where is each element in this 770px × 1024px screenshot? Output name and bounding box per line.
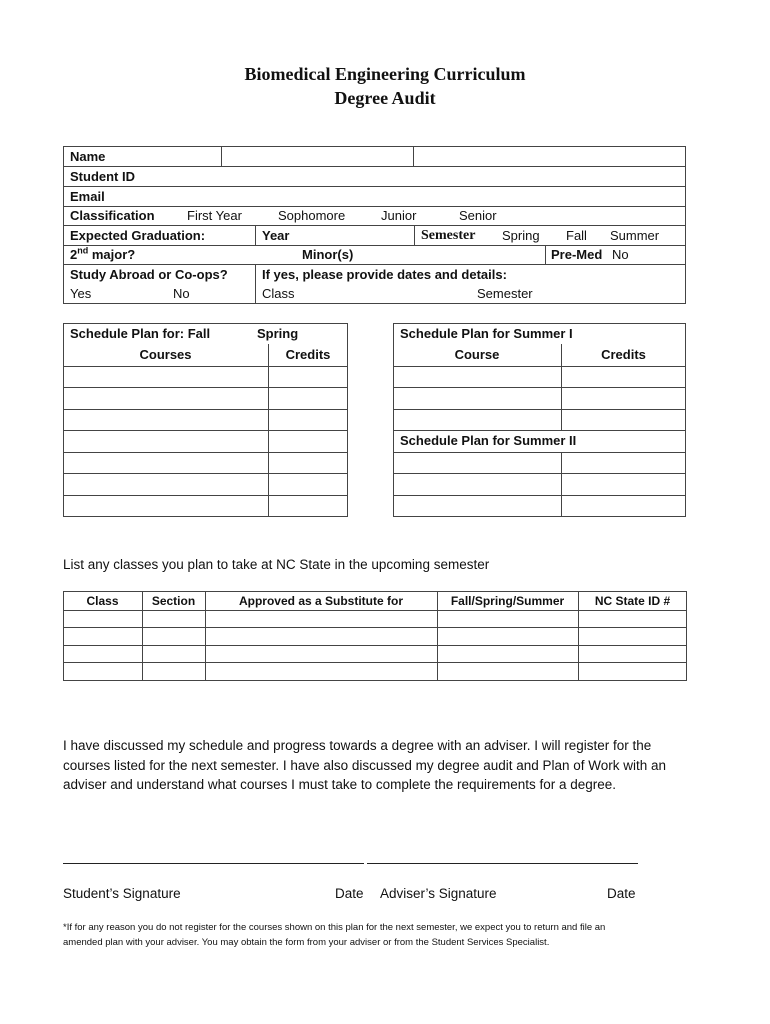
student-signature-label: Student’s Signature [63, 886, 181, 901]
ncstate-instruction: List any classes you plan to take at NC State in the upcoming semester [63, 557, 490, 572]
premed-label: Pre-Med [551, 247, 603, 262]
ncstate-header-term: Fall/Spring/Summer [450, 594, 565, 608]
page-subtitle: Degree Audit [334, 88, 436, 108]
summer-credits-header: Credits [601, 347, 646, 362]
study-abroad-no-option[interactable]: No [173, 286, 190, 301]
adviser-date-label: Date [607, 886, 636, 901]
class-option-junior[interactable]: Junior [381, 208, 417, 223]
semester-option-fall[interactable]: Fall [566, 228, 587, 243]
student-date-label: Date [335, 886, 364, 901]
classification-label: Classification [70, 208, 155, 223]
if-yes-label: If yes, please provide dates and details: [262, 267, 507, 282]
summer2-title: Schedule Plan for Summer II [400, 433, 577, 448]
ncstate-header-class: Class [86, 594, 119, 608]
page-title: Biomedical Engineering Curriculum [244, 64, 526, 84]
study-abroad-label: Study Abroad or Co-ops? [70, 267, 228, 282]
class-detail-label: Class [262, 286, 295, 301]
adviser-signature-label: Adviser’s Signature [380, 886, 497, 901]
semester-option-summer[interactable]: Summer [610, 228, 660, 243]
ncstate-header-substitute: Approved as a Substitute for [238, 594, 404, 608]
student-signature-line[interactable] [63, 863, 364, 864]
second-major-label: 2nd major? [70, 245, 136, 262]
name-label: Name [70, 149, 106, 164]
study-abroad-yes-option[interactable]: Yes [70, 286, 92, 301]
summer1-title: Schedule Plan for Summer I [400, 326, 573, 341]
semester-label: Semester [421, 228, 476, 243]
name-field-first[interactable] [222, 147, 413, 166]
minors-label: Minor(s) [302, 247, 354, 262]
student-id-label: Student ID [70, 169, 135, 184]
expected-graduation-label: Expected Graduation: [70, 228, 206, 243]
ncstate-header-section: Section [151, 594, 196, 608]
summer-course-header: Course [454, 347, 500, 362]
schedule-plan-for-label: Schedule Plan for: Fall [70, 326, 211, 341]
email-label: Email [70, 189, 105, 204]
acknowledgement-statement: I have discussed my schedule and progress towards a degree with an adviser. I will register for the courses listed for the next semester. I have also discussed my degree audit and Plan of Work with an adviser and understand what courses I must take to complete the requirements for a degree. [63, 738, 667, 792]
class-option-first-year[interactable]: First Year [187, 208, 242, 223]
year-label: Year [262, 228, 290, 243]
premed-no-option[interactable]: No [612, 247, 629, 262]
ncstate-header-id: NC State ID # [594, 594, 671, 608]
semester-detail-label: Semester [477, 286, 533, 301]
name-field-last[interactable] [414, 147, 685, 166]
credits-header: Credits [285, 347, 331, 362]
class-option-sophomore[interactable]: Sophomore [278, 208, 346, 223]
footnote: *If for any reason you do not register for the courses shown on this plan for the next semester, we expect you to return and file an amended plan with your adviser. You may obtain the form from your adviser or from the Student Services Specialist. [63, 922, 606, 948]
courses-header: Courses [139, 347, 192, 362]
adviser-signature-line[interactable] [367, 863, 638, 864]
class-option-senior[interactable]: Senior [459, 208, 497, 223]
schedule-spring-label: Spring [257, 326, 299, 341]
semester-option-spring[interactable]: Spring [502, 228, 540, 243]
